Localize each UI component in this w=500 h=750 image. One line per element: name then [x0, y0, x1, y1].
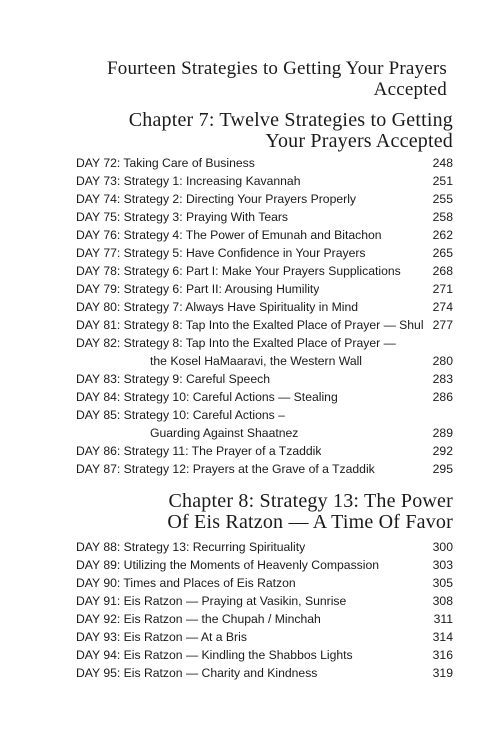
toc-page-number: 303	[432, 558, 453, 572]
toc-entry	[76, 154, 453, 172]
toc-page-number: 248	[432, 156, 453, 170]
toc-entry	[76, 556, 453, 574]
toc-entry-title: DAY 91: Eis Ratzon — Praying at Vasikin, Sunrise	[76, 594, 347, 608]
toc-entry-line	[76, 370, 453, 388]
toc-entry-title: DAY 93: Eis Ratzon — At a Bris	[76, 630, 247, 644]
toc-entry-line	[76, 226, 453, 244]
toc-page-number: 268	[432, 264, 453, 278]
toc-entry-line	[76, 556, 453, 574]
toc-entry	[76, 442, 453, 460]
toc-entry-title: DAY 75: Strategy 3: Praying With Tears	[76, 210, 289, 224]
toc-entry-title: DAY 79: Strategy 6: Part II: Arousing Humility	[76, 282, 320, 296]
toc-entry-line	[76, 646, 453, 664]
toc-entry	[76, 280, 453, 298]
toc-entry	[76, 370, 453, 388]
chapter-title-line: Chapter 7: Twelve Strategies to Getting	[128, 109, 453, 131]
toc-entry-line	[76, 154, 453, 172]
toc-entry	[76, 406, 453, 442]
toc-entry-title: DAY 88: Strategy 13: Recurring Spirituality	[76, 540, 306, 554]
toc-entry-title: DAY 90: Times and Places of Eis Ratzon	[76, 576, 296, 590]
toc-entry	[76, 226, 453, 244]
toc-entry-title: Guarding Against Shaatnez	[150, 426, 299, 440]
toc-entry	[76, 208, 453, 226]
toc-entry-line	[76, 190, 453, 208]
toc-page-number: 286	[432, 390, 453, 404]
toc-page-number: 265	[432, 246, 453, 260]
toc-page-number: 258	[432, 210, 453, 224]
toc-page-number: 255	[432, 192, 453, 206]
toc-page-number: 311	[433, 612, 453, 626]
toc-entry-title: DAY 77: Strategy 5: Have Confidence in Your Prayers	[76, 246, 366, 260]
toc-page-number: 280	[432, 354, 453, 368]
toc-entry-title: DAY 89: Utilizing the Moments of Heavenly Compassion	[76, 558, 380, 572]
toc-entry-line	[76, 664, 453, 682]
toc-entry-line	[76, 388, 453, 406]
toc-page-number: 271	[432, 282, 453, 296]
toc-page-number: 314	[432, 630, 453, 644]
toc-entry-line	[76, 316, 453, 334]
chapter-title-line: Your Prayers Accepted	[265, 130, 453, 152]
toc-entry-line	[76, 538, 453, 556]
toc-page-number: 277	[432, 318, 453, 332]
toc-entry-title: DAY 85: Strategy 10: Careful Actions –	[76, 408, 285, 422]
chapter-8-title	[40, 491, 453, 533]
toc-entry-title: DAY 95: Eis Ratzon — Charity and Kindness	[76, 666, 318, 680]
toc-entry	[76, 610, 453, 628]
toc-page-number: 305	[432, 576, 453, 590]
toc-entry-line	[76, 244, 453, 262]
toc-entry-line	[76, 172, 453, 190]
toc-page-number: 308	[432, 594, 453, 608]
toc-entry	[76, 316, 453, 334]
toc-entry-title: DAY 82: Strategy 8: Tap Into the Exalted Place of Prayer —	[76, 336, 396, 350]
toc-entry	[76, 298, 453, 316]
toc-entry	[76, 574, 453, 592]
toc-entry-line	[76, 280, 453, 298]
toc-entry	[76, 592, 453, 610]
toc-entry	[76, 628, 453, 646]
toc-entry-title: DAY 86: Strategy 11: The Prayer of a Tzaddik	[76, 444, 322, 458]
toc-page-number: 251	[432, 174, 453, 188]
toc-entry-line	[76, 610, 453, 628]
toc-entry-line	[76, 352, 453, 370]
toc-entry-title: DAY 78: Strategy 6: Part I: Make Your Prayers Supplications	[76, 264, 401, 278]
chapter-title-line: Chapter 8: Strategy 13: The Power	[168, 490, 453, 512]
chapter-7-entries	[76, 154, 453, 478]
chapter-title-line: Of Eis Ratzon — A Time Of Favor	[167, 511, 453, 533]
toc-entry-line	[76, 442, 453, 460]
toc-page-number: 274	[432, 300, 453, 314]
toc-entry-line	[76, 262, 453, 280]
book-title-line: Accepted	[373, 79, 447, 100]
toc-page-number: 289	[432, 426, 453, 440]
toc-entry	[76, 262, 453, 280]
toc-entry-title: DAY 74: Strategy 2: Directing Your Prayers Properly	[76, 192, 356, 206]
toc-page-number: 262	[432, 228, 453, 242]
toc-entry-line	[76, 424, 453, 442]
toc-entry-title: DAY 72: Taking Care of Business	[76, 156, 255, 170]
toc-entry-line	[76, 574, 453, 592]
chapter-7-title	[40, 110, 453, 152]
toc-entry-title: DAY 92: Eis Ratzon — the Chupah / Minchah	[76, 612, 321, 626]
toc-entry-line	[76, 334, 453, 352]
toc-entry-title: the Kosel HaMaaravi, the Western Wall	[150, 354, 363, 368]
toc-page-number: 316	[432, 648, 453, 662]
toc-page-number: 283	[432, 372, 453, 386]
toc-entry	[76, 244, 453, 262]
toc-entry	[76, 538, 453, 556]
toc-page-number: 319	[432, 666, 453, 680]
toc-page-number: 292	[432, 444, 453, 458]
toc-entry-title: DAY 73: Strategy 1: Increasing Kavannah	[76, 174, 301, 188]
toc-entry	[76, 172, 453, 190]
toc-entry-line	[76, 406, 453, 424]
toc-page-number: 300	[432, 540, 453, 554]
toc-page-number: 295	[432, 462, 453, 476]
toc-entry	[76, 388, 453, 406]
book-title-line: Fourteen Strategies to Getting Your Prayers	[106, 58, 447, 79]
toc-entry	[76, 664, 453, 682]
toc-entry-line	[76, 628, 453, 646]
toc-entry-title: DAY 94: Eis Ratzon — Kindling the Shabbos Lights	[76, 648, 353, 662]
toc-entry-title: DAY 87: Strategy 12: Prayers at the Grave of a Tzaddik	[76, 462, 375, 476]
toc-entry-title: DAY 84: Strategy 10: Careful Actions — Stealing	[76, 390, 338, 404]
toc-entry-title: DAY 81: Strategy 8: Tap Into the Exalted Place of Prayer — Shul	[76, 318, 424, 332]
toc-entry	[76, 460, 453, 478]
toc-entry	[76, 646, 453, 664]
toc-entry-line	[76, 208, 453, 226]
toc-entry-line	[76, 460, 453, 478]
toc-entry-title: DAY 83: Strategy 9: Careful Speech	[76, 372, 270, 386]
chapter-8-entries	[76, 538, 453, 682]
toc-entry-line	[76, 592, 453, 610]
book-title	[40, 58, 447, 100]
toc-entry-line	[76, 298, 453, 316]
toc-entry-title: DAY 76: Strategy 4: The Power of Emunah and Bitachon	[76, 228, 382, 242]
toc-entry-title: DAY 80: Strategy 7: Always Have Spirituality in Mind	[76, 300, 359, 314]
toc-entry	[76, 334, 453, 370]
toc-entry	[76, 190, 453, 208]
